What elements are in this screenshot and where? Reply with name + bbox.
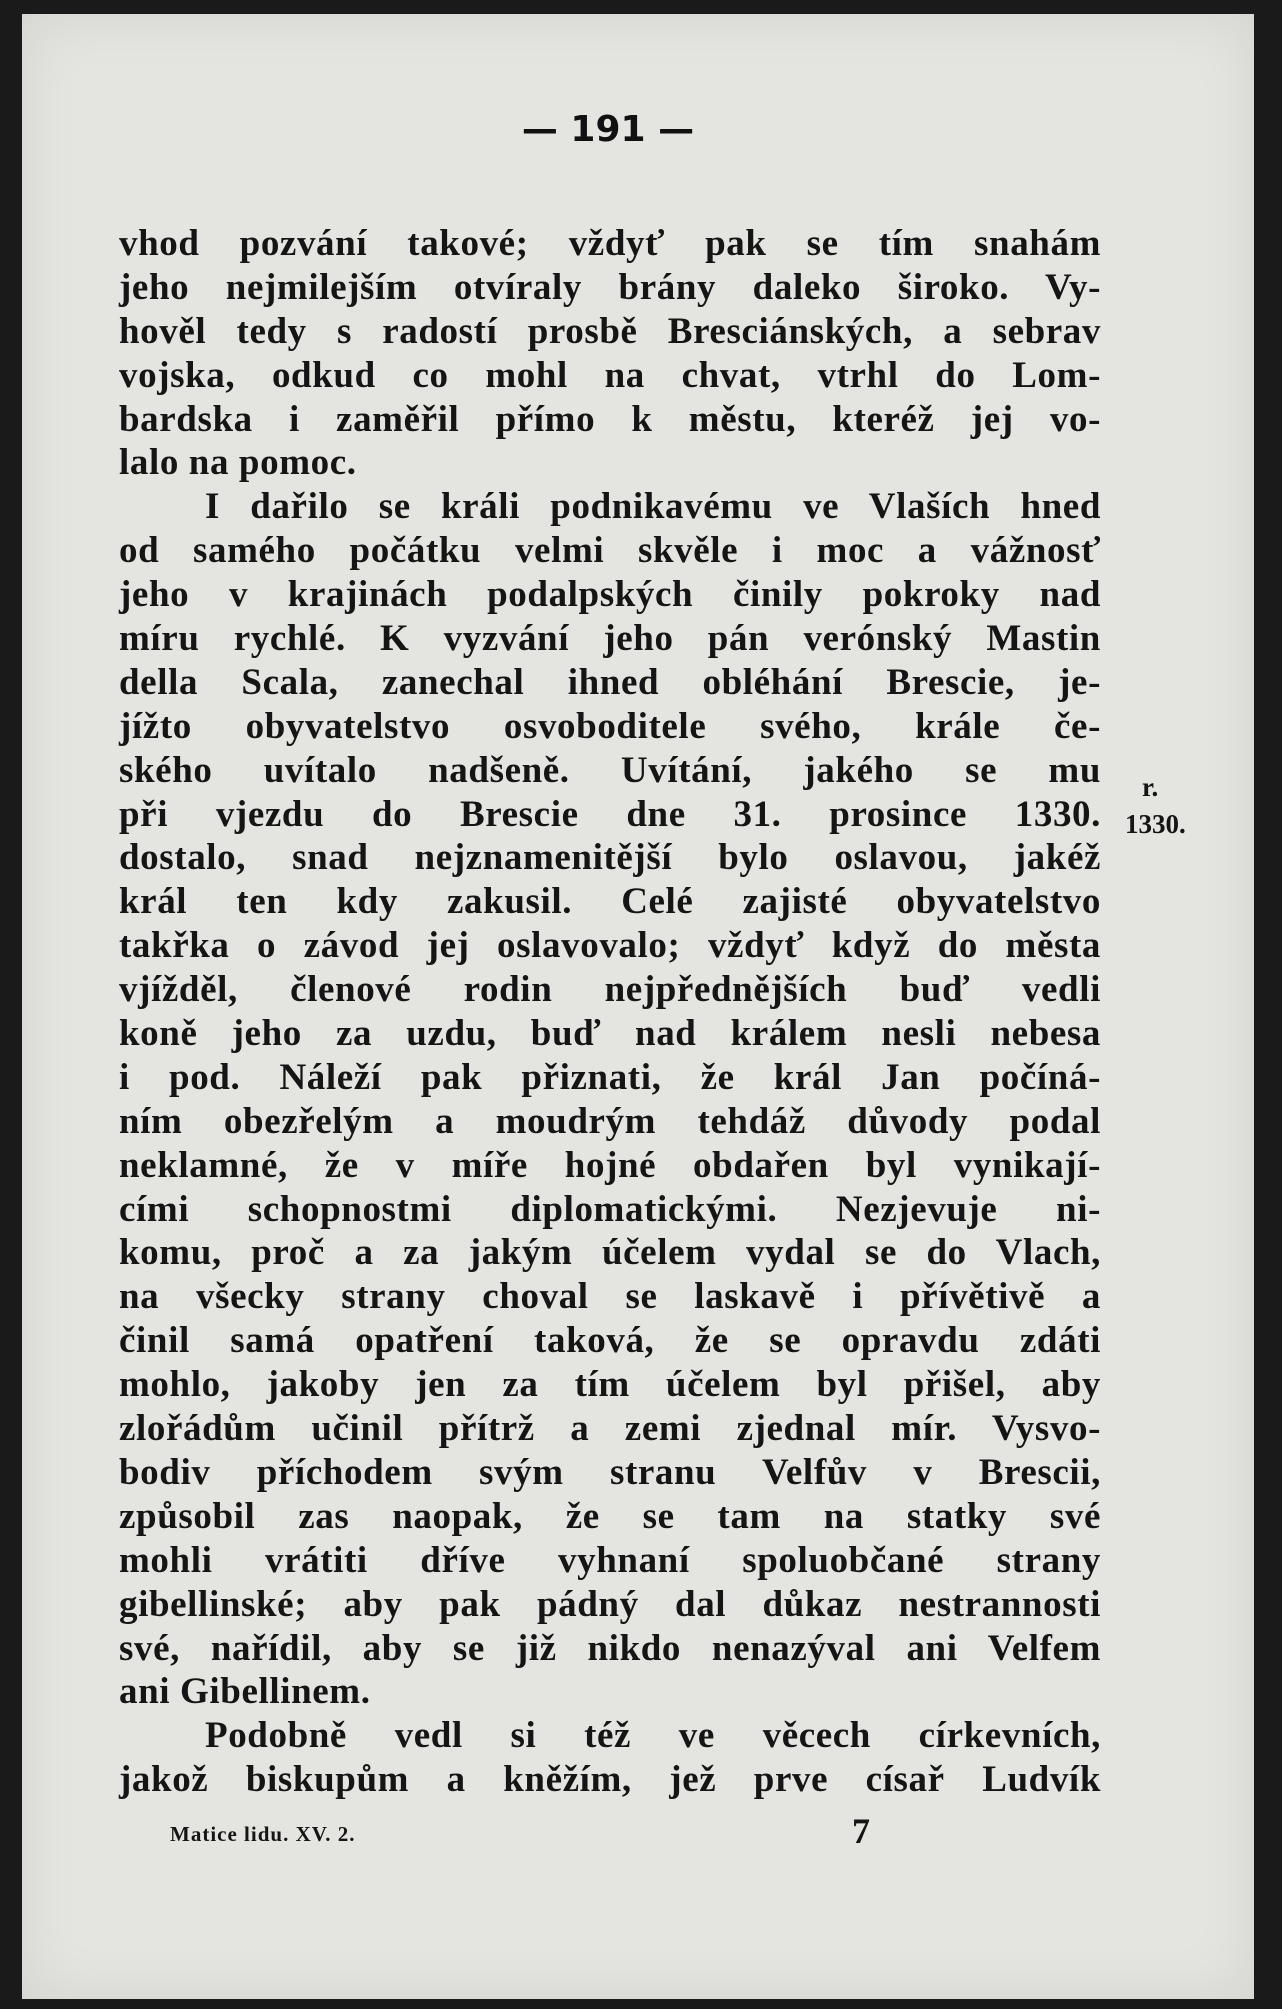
margin-note-year: 1330. [1125, 809, 1186, 839]
text-line: lalo na pomoc. [119, 442, 357, 484]
text-line: I dařilo se králi podnikavému ve Vlaších hned [205, 486, 1101, 528]
footer-signature: Matice lidu. XV. 2. [170, 1822, 356, 1846]
body-text [119, 222, 1101, 1802]
page-number: — 191 — [521, 109, 695, 150]
text-line: ním obezřelým a moudrým tehdáž důvody podal [119, 1100, 1101, 1142]
text-line: takřka o závod jej oslavovalo; vždyť když do města [119, 925, 1101, 967]
text-line: vojska, odkud co mohl na chvat, vtrhl do Lom- [119, 354, 1101, 396]
text-line: král ten kdy zakusil. Celé zajisté obyvatelstvo [119, 881, 1101, 923]
text-line: hověl tedy s radostí prosbě Bresciánských, a sebrav [119, 310, 1101, 352]
text-line: vjížděl, členové rodin nejpřednějších buď vedli [119, 969, 1101, 1011]
text-line: jeho v krajinách podalpských činily pokroky nad [119, 574, 1101, 616]
text-line: ani Gibellinem. [119, 1671, 371, 1713]
text-line: při vjezdu do Brescie dne 31. prosince 1330. [119, 793, 1101, 835]
text-line: jeho nejmilejším otvíraly brány daleko široko. Vy- [119, 266, 1101, 308]
text-line: činil samá opatření taková, že se opravdu zdáti [119, 1320, 1101, 1362]
text-line: na všecky strany choval se laskavě i přívětivě a [119, 1276, 1101, 1318]
text-line: jížto obyvatelstvo osvoboditele svého, krále če- [119, 705, 1101, 747]
text-line: mohlo, jakoby jen za tím účelem byl přišel, aby [119, 1364, 1101, 1406]
text-line: della Scala, zanechal ihned obléhání Brescie, je- [119, 661, 1101, 703]
text-line: dostalo, snad nejznamenitější bylo oslavou, jakéž [119, 837, 1101, 879]
margin-note-abbr: r. [1142, 772, 1159, 802]
book-page [22, 14, 1254, 1999]
text-line: cími schopnostmi diplomatickými. Nezjevuje ni- [119, 1188, 1101, 1230]
text-line: své, nařídil, aby se již nikdo nenazýval ani Velfem [119, 1627, 1101, 1669]
text-line: Podobně vedl si též ve věcech církevních, [205, 1715, 1101, 1757]
text-line: gibellinské; aby pak pádný dal důkaz nestrannosti [119, 1583, 1101, 1625]
text-line: zlořádům učinil přítrž a zemi zjednal mír. Vysvo- [119, 1408, 1101, 1450]
text-line: i pod. Náleží pak přiznati, že král Jan počíná- [119, 1056, 1101, 1098]
text-line: vhod pozvání takové; vždyť pak se tím snahám [119, 223, 1101, 264]
footer-sheet-number: 7 [852, 1811, 870, 1851]
text-line: míru rychlé. K vyzvání jeho pán verónský Mastin [119, 618, 1101, 660]
text-line: neklamné, že v míře hojné obdařen byl vynikají- [119, 1144, 1101, 1186]
text-line: bodiv příchodem svým stranu Velfův v Brescii, [119, 1451, 1101, 1493]
text-line: mohli vrátiti dříve vyhnaní spoluobčané strany [119, 1539, 1101, 1581]
text-line: od samého počátku velmi skvěle i moc a vážnosť [119, 530, 1101, 572]
text-line: jakož biskupům a kněžím, jež prve císař Ludvík [119, 1759, 1101, 1801]
text-line: bardska i zaměřil přímo k městu, kteréž jej vo- [119, 398, 1101, 440]
text-line: koně jeho za uzdu, buď nad králem nesli nebesa [119, 1013, 1101, 1055]
text-line: komu, proč a za jakým účelem vydal se do Vlach, [119, 1232, 1101, 1274]
text-line: ského uvítalo nadšeně. Uvítání, jakého se mu [119, 749, 1101, 791]
text-line: způsobil zas naopak, že se tam na statky své [119, 1495, 1101, 1537]
